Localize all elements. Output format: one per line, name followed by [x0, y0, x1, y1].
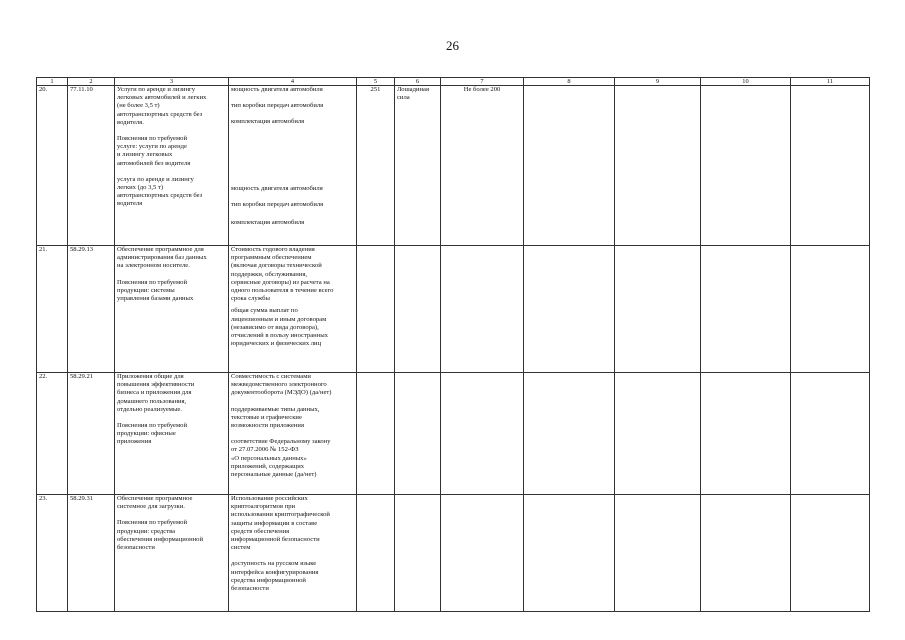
column-number: 10 [701, 78, 791, 86]
empty-cell [524, 86, 615, 246]
column-number-row [37, 78, 870, 86]
description-text: Приложения общие для повышения эффективности бизнеса и приложения для домашнего пользования, отдельно реализуемые. [117, 373, 195, 413]
empty-cell [701, 373, 791, 495]
empty-cell [791, 246, 870, 373]
unit-code [357, 495, 395, 612]
characteristic-text: комплектация автомобиля [231, 118, 305, 126]
empty-cell [701, 246, 791, 373]
characteristic-text: мощность двигателя автомобиля [231, 184, 323, 192]
characteristic-text: комплектация автомобиля [231, 219, 305, 227]
characteristics [229, 86, 357, 246]
empty-cell [701, 86, 791, 246]
unit-name [395, 246, 441, 373]
description-text: услуга по аренде и лизингу легких (до 3,5 т) автотранспортных средств без водителя [117, 175, 203, 208]
description-text: Пояснения по требуемой продукции: системы управления базами данных [117, 278, 194, 303]
characteristic-text: поддерживаемые типы данных, текстовые и графические возможности приложения [231, 405, 320, 430]
okpd-code: 58.29.13 [68, 246, 115, 373]
empty-cell [615, 373, 701, 495]
product-description [115, 373, 229, 495]
characteristic-text: Совместимость с системами межведомственного электронного документооборота (МЭДО) (да/нет) [231, 373, 332, 397]
empty-cell [791, 495, 870, 612]
empty-cell [524, 495, 615, 612]
unit-name: Лошадиная сила [395, 86, 441, 246]
value [441, 495, 524, 612]
row-number: 23. [37, 495, 68, 612]
product-description [115, 495, 229, 612]
description-text: Пояснения по требуемой продукции: средства обеспечения информационной безопасности [117, 519, 203, 552]
column-number: 11 [791, 78, 870, 86]
okpd-code: 58.29.21 [68, 373, 115, 495]
row-number: 22. [37, 373, 68, 495]
characteristics [229, 246, 357, 373]
column-number: 7 [441, 78, 524, 86]
okpd-code: 58.29.31 [68, 495, 115, 612]
characteristics [229, 495, 357, 612]
description-text: Обеспечение программное для администрирования баз данных на электронном носителе. [117, 246, 207, 270]
empty-cell [524, 373, 615, 495]
column-number: 6 [395, 78, 441, 86]
characteristic-text: соответствие Федеральному закону от 27.07.2006 № 152-ФЗ «О персональных данных» приложений, содержащих персональные данные (да/нет) [231, 438, 331, 479]
value [441, 373, 524, 495]
empty-cell [615, 86, 701, 246]
product-description [115, 246, 229, 373]
empty-cell [615, 246, 701, 373]
empty-cell [524, 246, 615, 373]
value: Не более 200 [441, 86, 524, 246]
unit-name [395, 495, 441, 612]
row-number: 20. [37, 86, 68, 246]
column-number: 2 [68, 78, 115, 86]
value [441, 246, 524, 373]
empty-cell [791, 373, 870, 495]
column-number: 9 [615, 78, 701, 86]
characteristic-text: тип коробки передач автомобиля [231, 102, 324, 110]
unit-code [357, 373, 395, 495]
characteristic-text: общая сумма выплат по лицензионным и иным договорам (независимо от вида договора), отчислений в пользу иностранных юридических и физических лиц [231, 307, 328, 348]
empty-cell [615, 495, 701, 612]
row-number: 21. [37, 246, 68, 373]
okpd-code: 77.11.10 [68, 86, 115, 246]
table-row [37, 246, 870, 373]
characteristic-text: доступность на русском языке интерфейса конфигурирования средства информационной безопасности [231, 560, 319, 593]
table-row [37, 495, 870, 612]
unit-name [395, 373, 441, 495]
characteristic-text: Стоимость годового владения программным обеспечением (включая договоры технической поддержки, обслуживания, сервисные договоры) из расчета на одного пользователя в течение всего срока службы [231, 246, 334, 303]
characteristic-text: мощность двигателя автомобиля [231, 86, 323, 93]
characteristics [229, 373, 357, 495]
column-number: 8 [524, 78, 615, 86]
unit-code [357, 246, 395, 373]
column-number: 3 [115, 78, 229, 86]
unit-code: 251 [357, 86, 395, 246]
description-text: Услуги по аренде и лизингу легковых автомобилей и легких (не более 3,5 т) автотранспортных средств без водителя. [117, 86, 207, 126]
description-text: Пояснения по требуемой услуге: услуги по аренде и лизингу легковых автомобилей без водителя [117, 135, 191, 167]
description-text: Пояснения по требуемой продукции: офисные приложения [117, 422, 187, 446]
page-number: 26 [446, 38, 459, 53]
empty-cell [701, 495, 791, 612]
description-text: Обеспечение программное системное для загрузки. [117, 495, 193, 511]
catalog-table [36, 77, 870, 612]
column-number: 5 [357, 78, 395, 86]
column-number: 4 [229, 78, 357, 86]
table-row [37, 86, 870, 246]
table-row [37, 373, 870, 495]
characteristic-text: тип коробки передач автомобиля [231, 200, 324, 208]
characteristic-text: Использование российских криптоалгоритмов при использовании криптографической защиты информации в составе средств обеспечения информационной безопасности систем [231, 495, 330, 552]
column-number: 1 [37, 78, 68, 86]
product-description [115, 86, 229, 246]
empty-cell [791, 86, 870, 246]
